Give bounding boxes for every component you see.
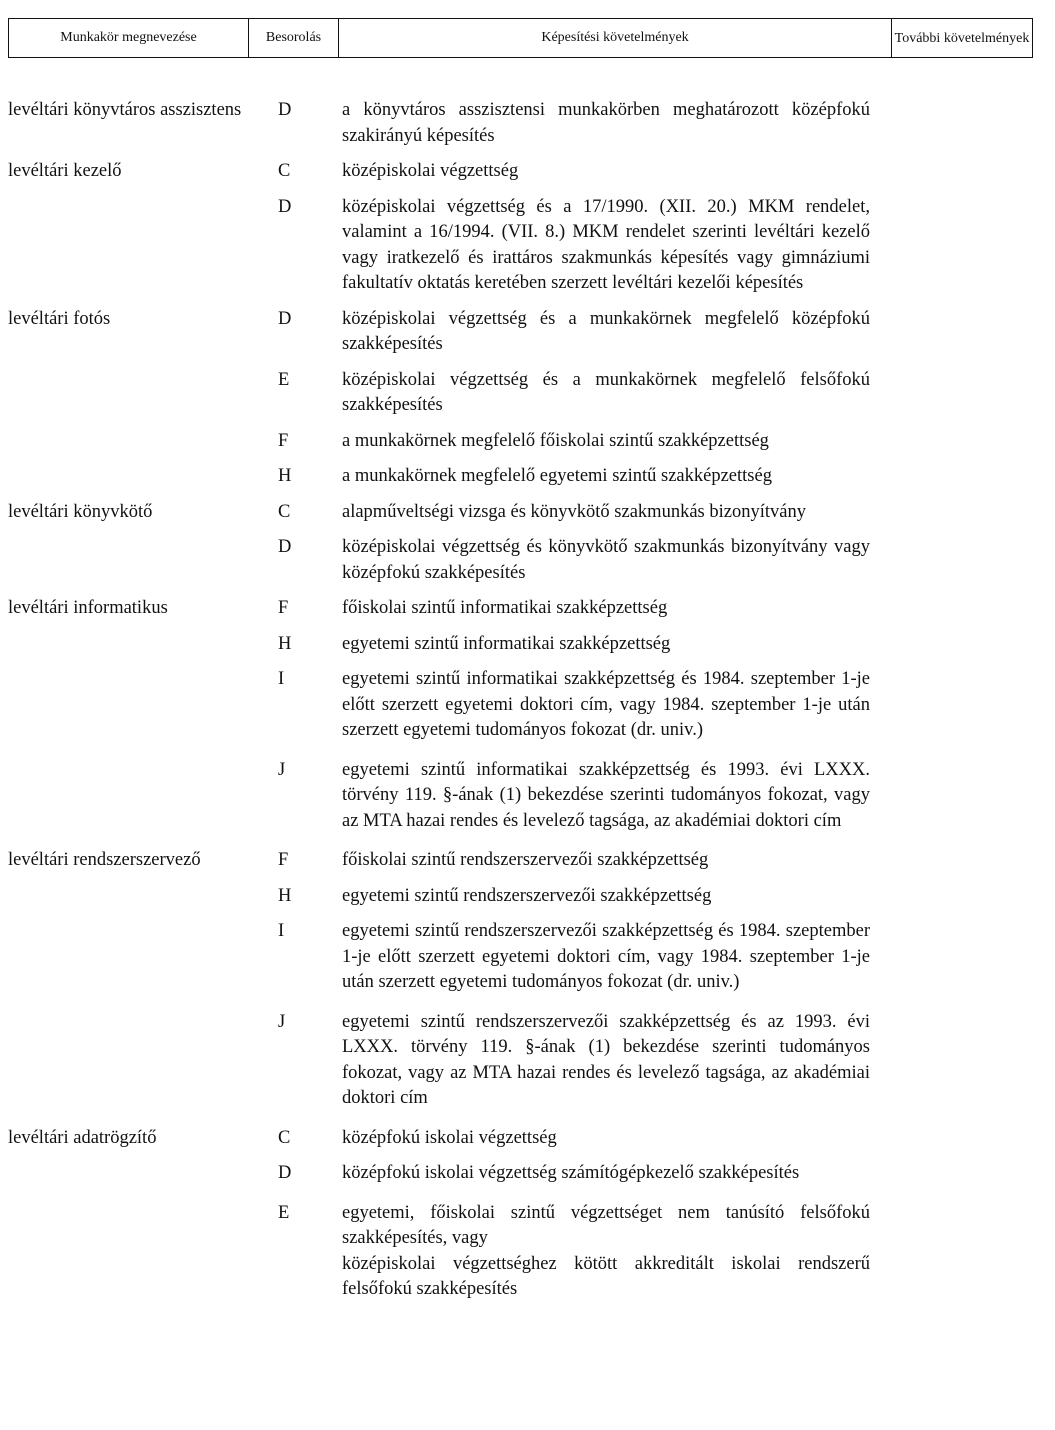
- classification-cell: I: [278, 921, 285, 941]
- job-title-cell: levéltári rendszerszervező: [8, 850, 201, 870]
- table-row: [8, 758, 1038, 835]
- table-header: [8, 18, 1033, 58]
- requirement-cell: egyetemi szintű rendszerszervezői szakképzettség: [342, 885, 712, 906]
- requirement-cell: egyetemi szintű rendszerszervezői szakképzettség és 1984. szeptember 1-je előtt szerzett egyetemi doktori cím, vagy 1984. szeptember 1-je után szerzett egyetemi tudományos fokozat (dr. univ.): [342, 921, 870, 992]
- requirement-cell: középfokú iskolai végzettség számítógépkezelő szakképesítés: [342, 1163, 800, 1183]
- table-row: [8, 98, 1038, 149]
- requirement-cell: középiskolai végzettség és könyvkötő szakmunkás bizonyítvány vagy középfokú szakképesítés: [342, 537, 870, 583]
- requirement-cell: középfokú iskolai végzettség: [342, 1127, 557, 1148]
- table-row: [8, 429, 1038, 455]
- table-body: [8, 88, 1038, 1303]
- job-title-cell: levéltári könyvtáros asszisztens: [8, 100, 242, 120]
- table-row: [8, 1126, 1038, 1152]
- requirement-cell: egyetemi szintű informatikai szakképzettség: [342, 633, 671, 654]
- header-qualification-requirements: Képesítési követelmények: [339, 19, 892, 57]
- table-row: [8, 500, 1038, 526]
- classification-cell: D: [278, 308, 292, 329]
- classification-cell: I: [278, 669, 285, 689]
- job-title-cell: levéltári könyvkötő: [8, 501, 153, 522]
- table-row: [8, 535, 1038, 586]
- classification-cell: H: [278, 885, 292, 906]
- requirement-cell: főiskolai szintű rendszerszervezői szakképzettség: [342, 850, 709, 870]
- classification-cell: D: [278, 100, 292, 120]
- requirement-cell: főiskolai szintű informatikai szakképzettség: [342, 598, 668, 618]
- requirement-cell: középiskolai végzettség: [342, 161, 519, 181]
- table-row: [8, 159, 1038, 185]
- table-row: [8, 195, 1038, 297]
- classification-cell: H: [278, 466, 292, 486]
- job-title-cell: levéltári kezelő: [8, 161, 122, 181]
- classification-cell: D: [278, 1163, 292, 1183]
- job-title-cell: levéltári informatikus: [8, 598, 168, 618]
- classification-cell: H: [278, 633, 292, 654]
- table-row: [8, 1201, 1038, 1303]
- table-row: [8, 368, 1038, 419]
- requirement-cell: a könyvtáros asszisztensi munkakörben meghatározott középfokú szakirányú képesítés: [342, 100, 870, 146]
- classification-cell: D: [278, 537, 292, 557]
- classification-cell: F: [278, 430, 289, 451]
- requirement-cell: egyetemi szintű informatikai szakképzettség és 1993. évi LXXX. törvény 119. §-ának (1) bekezdése szerinti tudományos fokozat, vagy az MTA hazai rendes és levelező tagsága, az akadémiai doktori cím: [342, 759, 870, 831]
- table-row: [8, 884, 1038, 910]
- classification-cell: F: [278, 598, 289, 618]
- requirement-cell: egyetemi, főiskolai szintű végzettséget nem tanúsító felsőfokú szakképesítés, vagy középiskolai végzettséghez kötött akkreditált iskolai rendszerű felsőfokú szakképesítés: [342, 1202, 870, 1299]
- table-row: [8, 1161, 1038, 1187]
- classification-cell: E: [278, 1202, 290, 1223]
- classification-cell: J: [278, 759, 286, 780]
- table-row: [8, 596, 1038, 622]
- table-row: [8, 848, 1038, 874]
- table-row: [8, 1010, 1038, 1112]
- table-row: [8, 464, 1038, 490]
- classification-cell: E: [278, 369, 290, 390]
- classification-cell: J: [278, 1011, 286, 1032]
- requirement-cell: középiskolai végzettség és a munkakörnek megfelelő felsőfokú szakképesítés: [342, 369, 870, 415]
- job-title-cell: levéltári fotós: [8, 308, 111, 329]
- requirement-cell: középiskolai végzettség és a 17/1990. (XII. 20.) MKM rendelet, valamint a 16/1994. (VII. 8.) MKM rendelet szerinti levéltári kezelő vagy iratkezelő és irattáros szakmunkás képesítés vagy gimnáziumi fakultatív oktatás keretében szerzett levéltári kezelői képesítés: [342, 196, 870, 293]
- header-classification: Besorolás: [249, 19, 339, 57]
- requirement-cell: a munkakörnek megfelelő egyetemi szintű szakképzettség: [342, 466, 772, 486]
- requirement-cell: egyetemi szintű informatikai szakképzettség és 1984. szeptember 1-je előtt szerzett egyetemi doktori cím, vagy 1984. szeptember 1-je után szerzett egyetemi tudományos fokozat (dr. univ.): [342, 669, 870, 740]
- job-title-cell: levéltári adatrögzítő: [8, 1127, 157, 1148]
- table-row: [8, 667, 1038, 744]
- classification-cell: C: [278, 161, 291, 181]
- table-row: [8, 919, 1038, 996]
- requirement-cell: egyetemi szintű rendszerszervezői szakképzettség és az 1993. évi LXXX. törvény 119. §-ának (1) bekezdése szerinti tudományos fokozat, vagy az MTA hazai rendes és levelező tagsága, az akadémiai doktori cím: [342, 1011, 870, 1108]
- classification-cell: D: [278, 196, 292, 217]
- requirement-cell: a munkakörnek megfelelő főiskolai szintű szakképzettség: [342, 430, 769, 451]
- table-row: [8, 307, 1038, 358]
- table-row: [8, 632, 1038, 658]
- requirement-cell: középiskolai végzettség és a munkakörnek megfelelő középfokú szakképesítés: [342, 308, 870, 354]
- requirement-cell: alapműveltségi vizsga és könyvkötő szakmunkás bizonyítvány: [342, 501, 806, 522]
- header-further-requirements: További követelmények: [894, 30, 1030, 46]
- classification-cell: C: [278, 501, 291, 522]
- classification-cell: C: [278, 1127, 291, 1148]
- classification-cell: F: [278, 850, 289, 870]
- header-job-title: Munkakör megnevezése: [9, 19, 249, 57]
